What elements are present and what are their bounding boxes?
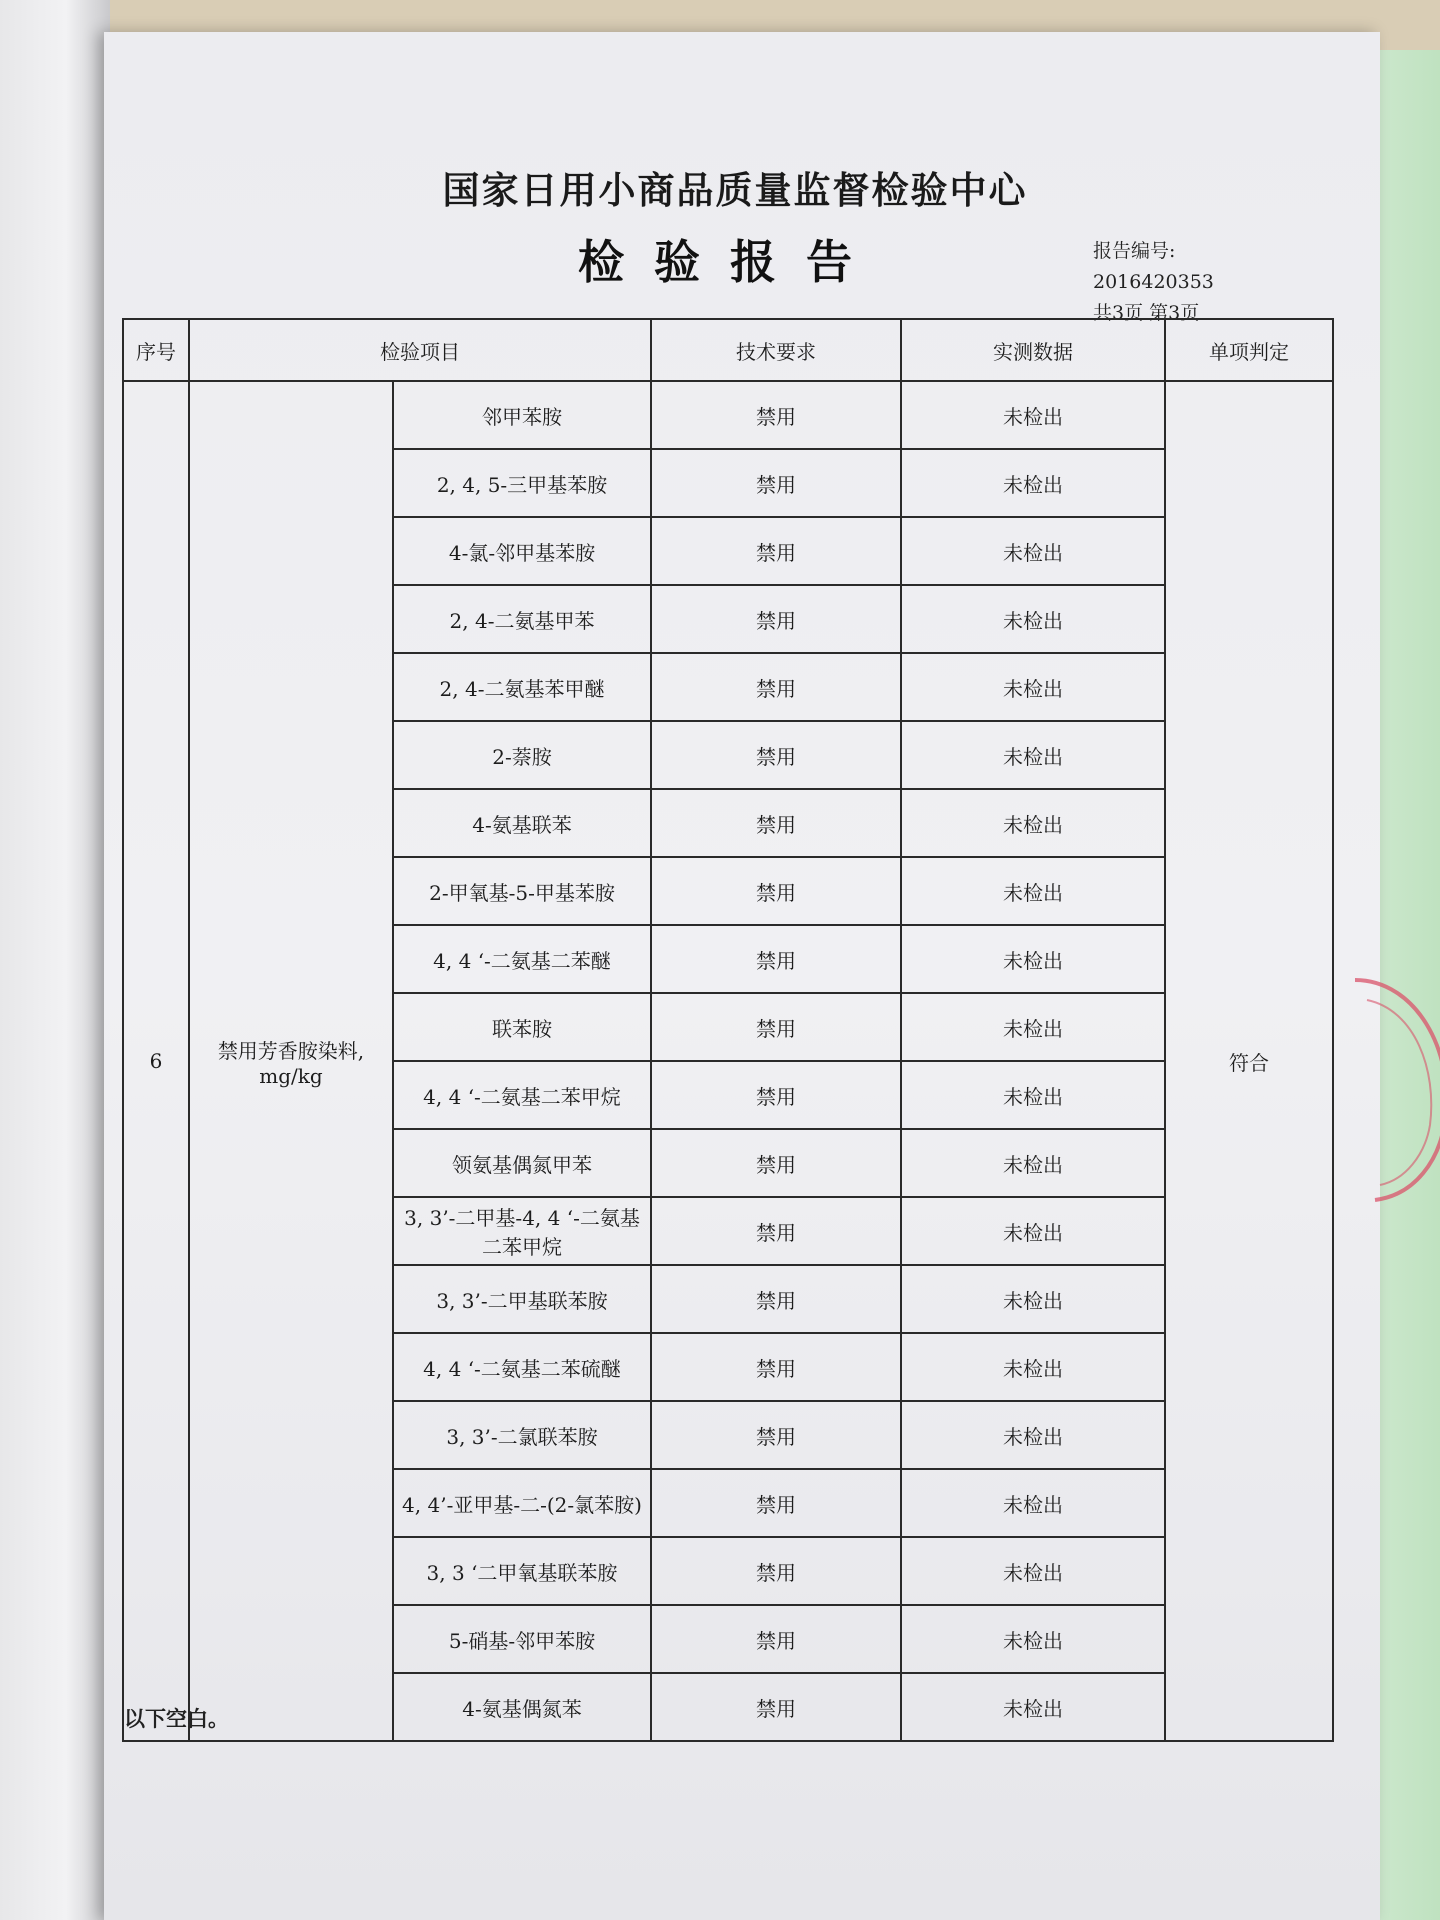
result-cell: 未检出	[901, 585, 1165, 653]
group-category-unit: mg/kg	[259, 1063, 323, 1088]
result-cell: 未检出	[901, 1265, 1165, 1333]
test-item: 3, 3’-二甲基联苯胺	[393, 1265, 651, 1333]
result-cell: 未检出	[901, 857, 1165, 925]
test-item: 4, 4’-亚甲基-二-(2-氯苯胺)	[393, 1469, 651, 1537]
result-cell: 未检出	[901, 1469, 1165, 1537]
center-name: 国家日用小商品质量监督检验中心	[442, 169, 1028, 212]
test-item: 邻甲苯胺	[393, 381, 651, 449]
result-cell: 未检出	[901, 721, 1165, 789]
table-row	[123, 381, 1333, 449]
result-cell: 未检出	[901, 1333, 1165, 1401]
result-cell: 未检出	[901, 1605, 1165, 1673]
requirement-cell: 禁用	[651, 1537, 901, 1605]
result-cell: 未检出	[901, 653, 1165, 721]
document-title: 检验报告	[578, 235, 882, 289]
test-item: 2, 4, 5-三甲基苯胺	[393, 449, 651, 517]
result-cell: 未检出	[901, 449, 1165, 517]
group-category-name: 禁用芳香胺染料,	[217, 1038, 365, 1063]
test-item: 4, 4 ‘-二氨基二苯醚	[393, 925, 651, 993]
test-item: 2-萘胺	[393, 721, 651, 789]
test-item: 4-氨基联苯	[393, 789, 651, 857]
requirement-cell: 禁用	[651, 789, 901, 857]
group-verdict: 符合	[1165, 381, 1333, 1741]
test-item: 4, 4 ‘-二氨基二苯甲烷	[393, 1061, 651, 1129]
test-item: 3, 3’-二氯联苯胺	[393, 1401, 651, 1469]
group-index: 6	[123, 381, 189, 1741]
requirement-cell: 禁用	[651, 925, 901, 993]
requirement-cell: 禁用	[651, 1401, 901, 1469]
requirement-cell: 禁用	[651, 1605, 901, 1673]
requirement-cell: 禁用	[651, 449, 901, 517]
requirement-cell: 禁用	[651, 1265, 901, 1333]
result-cell: 未检出	[901, 993, 1165, 1061]
result-cell: 未检出	[901, 789, 1165, 857]
group-category	[189, 381, 393, 1741]
col-header-result: 实测数据	[901, 319, 1165, 381]
col-header-verdict: 单项判定	[1165, 319, 1333, 381]
test-item: 联苯胺	[393, 993, 651, 1061]
col-header-requirement: 技术要求	[651, 319, 901, 381]
requirement-cell: 禁用	[651, 1197, 901, 1265]
page-info: 共3页 第3页	[1093, 302, 1200, 324]
result-cell: 未检出	[901, 1537, 1165, 1605]
requirement-cell: 禁用	[651, 1333, 901, 1401]
requirement-cell: 禁用	[651, 1673, 901, 1741]
test-item: 4, 4 ‘-二氨基二苯硫醚	[393, 1333, 651, 1401]
requirement-cell: 禁用	[651, 517, 901, 585]
requirement-cell: 禁用	[651, 1061, 901, 1129]
test-item: 4-氯-邻甲基苯胺	[393, 517, 651, 585]
adjacent-page	[0, 0, 110, 1920]
test-item: 3, 3 ‘二甲氧基联苯胺	[393, 1537, 651, 1605]
requirement-cell: 禁用	[651, 1129, 901, 1197]
blank-below-note: 以下空白。	[124, 1707, 229, 1731]
result-cell: 未检出	[901, 1673, 1165, 1741]
result-cell: 未检出	[901, 1401, 1165, 1469]
test-item: 领氨基偶氮甲苯	[393, 1129, 651, 1197]
test-item: 2-甲氧基-5-甲基苯胺	[393, 857, 651, 925]
requirement-cell: 禁用	[651, 721, 901, 789]
requirement-cell: 禁用	[651, 381, 901, 449]
col-header-index: 序号	[123, 319, 189, 381]
inspection-table	[122, 318, 1334, 1742]
test-item: 4-氨基偶氮苯	[393, 1673, 651, 1741]
result-cell: 未检出	[901, 381, 1165, 449]
requirement-cell: 禁用	[651, 857, 901, 925]
red-seal-stamp	[1345, 960, 1440, 1210]
report-meta	[1093, 236, 1293, 329]
test-item: 2, 4-二氨基甲苯	[393, 585, 651, 653]
result-cell: 未检出	[901, 1061, 1165, 1129]
col-header-item: 检验项目	[189, 319, 651, 381]
report-no: 2016420353	[1093, 271, 1214, 293]
result-cell: 未检出	[901, 1197, 1165, 1265]
requirement-cell: 禁用	[651, 1469, 901, 1537]
result-cell: 未检出	[901, 925, 1165, 993]
result-cell: 未检出	[901, 1129, 1165, 1197]
test-item: 5-硝基-邻甲苯胺	[393, 1605, 651, 1673]
test-item: 2, 4-二氨基苯甲醚	[393, 653, 651, 721]
requirement-cell: 禁用	[651, 653, 901, 721]
requirement-cell: 禁用	[651, 993, 901, 1061]
test-item: 3, 3’-二甲基-4, 4 ‘-二氨基二苯甲烷	[393, 1197, 651, 1265]
requirement-cell: 禁用	[651, 585, 901, 653]
result-cell: 未检出	[901, 517, 1165, 585]
table-header-row	[123, 319, 1333, 381]
report-no-label: 报告编号:	[1093, 240, 1176, 262]
